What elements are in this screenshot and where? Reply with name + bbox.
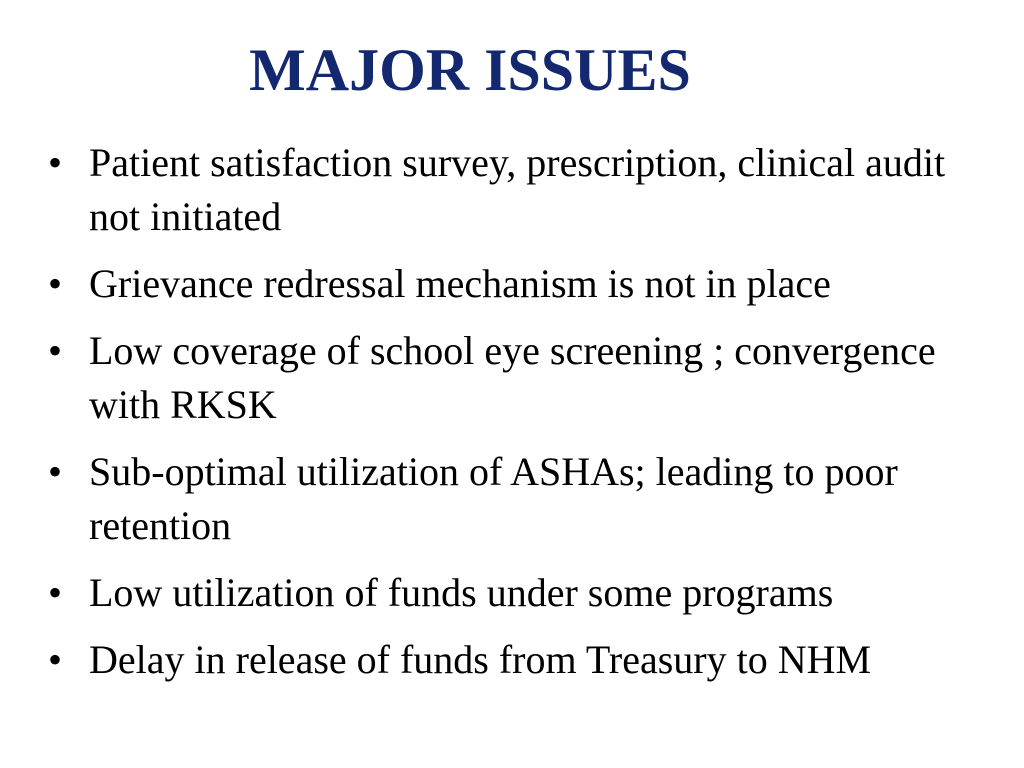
bullet-icon: • [48,140,63,185]
bullet-icon: • [48,570,63,615]
list-item [48,445,998,553]
list-item [48,257,998,311]
bullet-text: Delay in release of funds from Treasury to NHM [89,637,872,682]
bullet-text: Low coverage of school eye screening ; convergence with RKSK [89,328,936,427]
bullet-icon: • [48,328,63,373]
list-item [48,324,998,432]
bullet-text: Low utilization of funds under some programs [89,570,834,615]
bullet-icon: • [48,261,63,306]
bullet-list [48,136,998,700]
bullet-text: Grievance redressal mechanism is not in place [89,261,831,306]
bullet-text: Sub-optimal utilization of ASHAs; leading to poor retention [89,449,898,548]
list-item [48,566,998,620]
bullet-icon: • [48,637,63,682]
slide-title: MAJOR ISSUES [249,37,691,103]
list-item [48,136,998,244]
bullet-text: Patient satisfaction survey, prescription, clinical audit not initiated [89,140,946,239]
list-item [48,633,998,687]
bullet-icon: • [48,449,63,494]
